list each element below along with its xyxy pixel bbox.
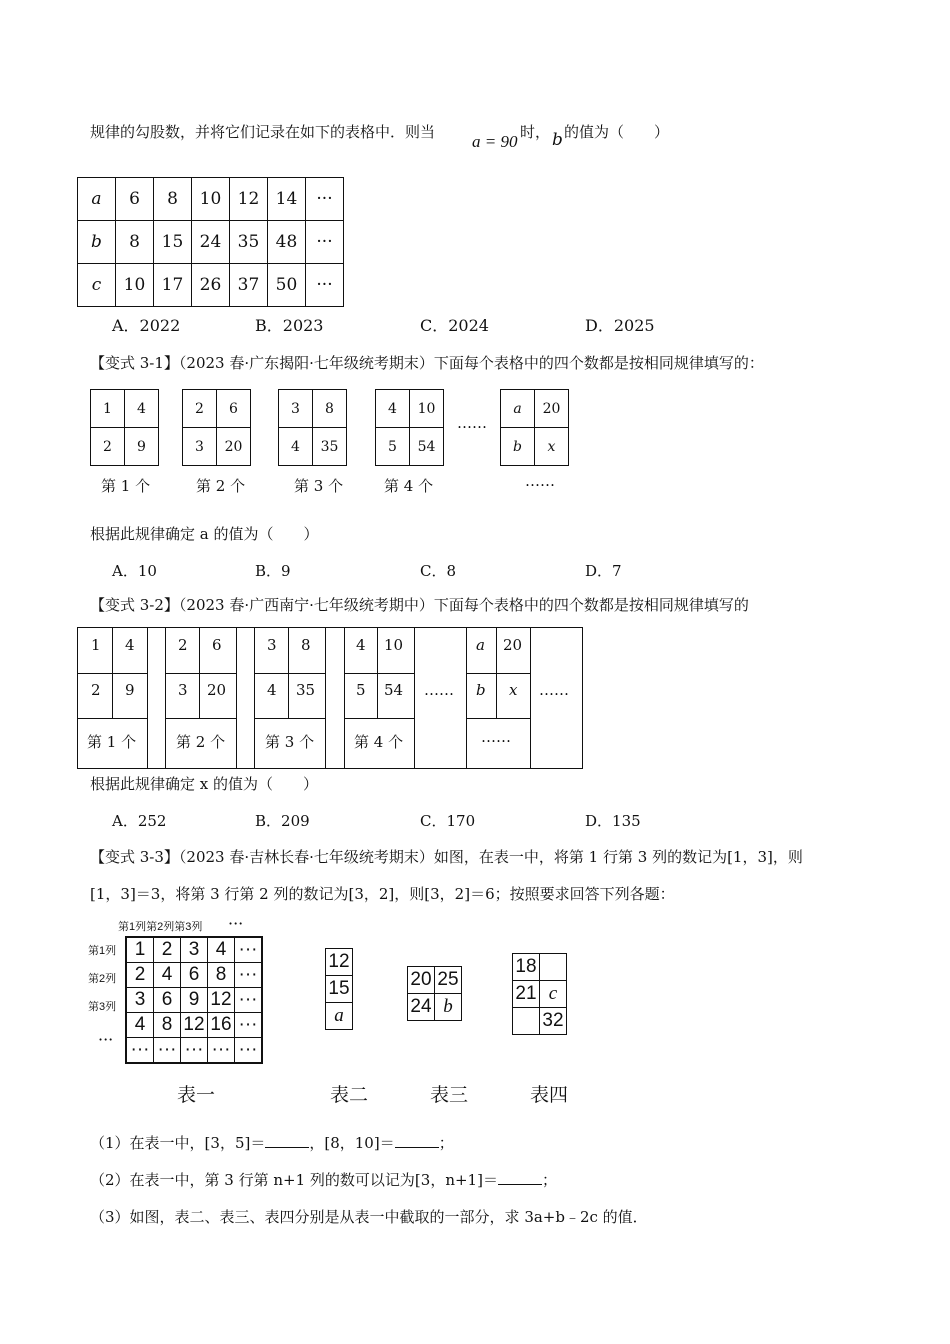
grid-cell: b: [476, 681, 486, 699]
v33-q3: （3）如图，表二、表三、表四分别是从表一中截取的一部分，求 3a+b﹣2c 的值．: [90, 1208, 648, 1226]
table-cell: b: [435, 994, 462, 1021]
table-cell: 21: [513, 981, 540, 1008]
table-cell: 12: [208, 988, 235, 1013]
v31-grid-1: [90, 389, 159, 466]
table-row: [78, 264, 344, 307]
q2-text: ；: [541, 1171, 557, 1189]
v32-label-4: 第 4 个: [354, 733, 404, 751]
row-head: b: [78, 221, 116, 264]
var-b: b: [552, 130, 563, 150]
table-cell: 8: [208, 963, 235, 988]
grid-cell: 10: [384, 636, 404, 654]
table-cell: 2: [126, 963, 154, 988]
answer-blank[interactable]: [498, 1170, 542, 1185]
option-a[interactable]: A．2022: [112, 316, 181, 335]
v32-figure: [77, 627, 583, 769]
table-cell: ···: [235, 963, 263, 988]
v31-grid-4: [375, 389, 444, 466]
grid-cell: 3: [178, 681, 188, 699]
table-cell: 12: [326, 949, 353, 976]
v31-label-2: 第 2 个: [196, 477, 246, 495]
table-row: [126, 937, 262, 963]
grid-cell: 3: [183, 428, 217, 466]
table-row: [126, 1038, 262, 1064]
grid-cell: x: [509, 681, 518, 699]
grid-cell: 35: [296, 681, 316, 699]
table-row: [126, 963, 262, 988]
table-cell: 35: [230, 221, 268, 264]
t1-row-label: 第1列: [88, 945, 117, 957]
table-cell: 12: [230, 178, 268, 221]
table-cell: 15: [326, 976, 353, 1003]
grid-cell: 9: [125, 681, 135, 699]
table-cell: 37: [230, 264, 268, 307]
v31-dots: ……: [457, 414, 487, 432]
table-row: [126, 988, 262, 1013]
caption-table-two: 表二: [330, 1084, 369, 1106]
v32-dots: ……: [424, 681, 454, 699]
row-head: c: [78, 264, 116, 307]
table-two: [325, 948, 353, 1030]
option-b[interactable]: B．2023: [255, 316, 324, 335]
table-cell: ···: [306, 264, 344, 307]
q2-text: （2）在表一中，第 3 行第 n+1 列的数可以记为[3，n+1]＝: [90, 1171, 498, 1189]
grid-cell: 4: [279, 428, 313, 466]
option-c[interactable]: C．2024: [420, 316, 489, 335]
t1-row-label: 第2列: [88, 973, 117, 985]
v32-label-last: ……: [481, 728, 511, 746]
v32-title: 【变式 3-2】（2023 春·广西南宁·七年级统考期中）下面每个表格中的四个数都是按相同规律填写的: [90, 596, 749, 614]
table-cell: 8: [116, 221, 154, 264]
v31-option-c[interactable]: C．8: [420, 562, 457, 580]
table-cell: 50: [268, 264, 306, 307]
v32-label-3: 第 3 个: [265, 733, 315, 751]
v31-label-4: 第 4 个: [384, 477, 434, 495]
table-three: [407, 966, 462, 1021]
intro-shi: 时，: [520, 123, 551, 141]
table-cell: ···: [235, 1013, 263, 1038]
table-cell: 15: [154, 221, 192, 264]
table-cell: 3: [181, 937, 208, 963]
v31-option-d[interactable]: D．7: [585, 562, 622, 580]
v32-option-a[interactable]: A．252: [112, 812, 167, 830]
grid-cell: 6: [212, 636, 222, 654]
grid-cell: 4: [125, 636, 135, 654]
q1-text: ，[8，10]＝: [309, 1134, 395, 1152]
table-cell: 10: [192, 178, 230, 221]
v31-question: 根据此规律确定 a 的值为（ ）: [90, 525, 319, 543]
intro-tail: 的值为（ ）: [564, 123, 670, 141]
table-row: [78, 178, 344, 221]
v32-label-2: 第 2 个: [176, 733, 226, 751]
grid-cell: 20: [207, 681, 227, 699]
table-cell: 32: [540, 1008, 567, 1035]
table-cell: 24: [192, 221, 230, 264]
grid-cell: 20: [503, 636, 523, 654]
table-cell: 9: [181, 988, 208, 1013]
v31-label-1: 第 1 个: [101, 477, 151, 495]
option-d[interactable]: D．2025: [585, 316, 655, 335]
table-cell: 6: [181, 963, 208, 988]
caption-table-three: 表三: [430, 1084, 469, 1106]
table-cell: 25: [435, 967, 462, 994]
table-cell: [513, 1008, 540, 1035]
table-cell: 24: [408, 994, 435, 1021]
table-cell: ···: [126, 1038, 154, 1064]
table-cell: ···: [181, 1038, 208, 1064]
caption-table-one: 表一: [177, 1084, 216, 1106]
grid-cell: 2: [91, 681, 101, 699]
table-cell: ···: [306, 178, 344, 221]
v32-question: 根据此规律确定 x 的值为（ ）: [90, 775, 318, 793]
v32-option-d[interactable]: D．135: [585, 812, 641, 830]
grid-cell: x: [535, 428, 569, 466]
v31-label-3: 第 3 个: [294, 477, 344, 495]
v33-title: 【变式 3-3】（2023 春·吉林长春·七年级统考期末）如图，在表一中，将第 1 行第 3 列的数记为[1，3]，则: [90, 848, 803, 866]
table-cell: 3: [126, 988, 154, 1013]
table-row: [78, 221, 344, 264]
table-cell: ···: [235, 1038, 263, 1064]
table-cell: 4: [154, 963, 181, 988]
grid-cell: 4: [376, 390, 410, 428]
grid-cell: 6: [217, 390, 251, 428]
grid-cell: 4: [267, 681, 277, 699]
t1-col-header: 第1列第2列第3列: [118, 921, 203, 933]
table-cell: 8: [154, 178, 192, 221]
v33-q1: [90, 1132, 454, 1153]
table-cell: ···: [306, 221, 344, 264]
table-cell: a: [326, 1003, 353, 1030]
grid-cell: 2: [183, 390, 217, 428]
grid-cell: 4: [125, 390, 159, 428]
table-cell: 1: [126, 937, 154, 963]
t1-row-dots: ···: [98, 1030, 114, 1049]
grid-cell: 5: [356, 681, 366, 699]
t1-col-dots: ···: [228, 914, 244, 933]
table-cell: 17: [154, 264, 192, 307]
grid-cell: 8: [301, 636, 311, 654]
grid-cell: 4: [356, 636, 366, 654]
table-cell: 6: [154, 988, 181, 1013]
v31-option-b[interactable]: B．9: [255, 562, 291, 580]
table-cell: ···: [208, 1038, 235, 1064]
grid-cell: a: [501, 390, 535, 428]
grid-cell: 20: [535, 390, 569, 428]
table-cell: ···: [235, 988, 263, 1013]
table-cell: 48: [268, 221, 306, 264]
table-cell: 18: [513, 954, 540, 981]
grid-cell: b: [501, 428, 535, 466]
table-cell: ···: [235, 937, 263, 963]
grid-cell: 54: [384, 681, 404, 699]
table-row: [126, 1013, 262, 1038]
table-cell: 4: [126, 1013, 154, 1038]
table-cell: 10: [116, 264, 154, 307]
table-cell: ···: [154, 1038, 181, 1064]
v32-option-b[interactable]: B．209: [255, 812, 310, 830]
grid-cell: 2: [178, 636, 188, 654]
v32-option-c[interactable]: C．170: [420, 812, 476, 830]
table-cell: 4: [208, 937, 235, 963]
v31-title: 【变式 3-1】（2023 春·广东揭阳·七年级统考期末）下面每个表格中的四个数都是按相同规律填写的：: [90, 354, 764, 372]
grid-cell: 54: [410, 428, 444, 466]
table-one: [125, 936, 263, 1064]
grid-cell: 10: [410, 390, 444, 428]
q1-text: ；: [438, 1134, 454, 1152]
t1-row-label: 第3列: [88, 1001, 117, 1013]
grid-cell: 35: [313, 428, 347, 466]
grid-cell: 20: [217, 428, 251, 466]
pythagorean-table: [77, 177, 344, 307]
answer-blank[interactable]: [265, 1133, 309, 1148]
caption-table-four: 表四: [530, 1084, 569, 1106]
table-four: [512, 953, 567, 1035]
grid-cell: 1: [91, 390, 125, 428]
q1-text: （1）在表一中，[3，5]＝: [90, 1134, 266, 1152]
grid-cell: 2: [91, 428, 125, 466]
grid-cell: 5: [376, 428, 410, 466]
intro-line: [90, 121, 435, 142]
table-cell: 12: [181, 1013, 208, 1038]
grid-cell: 3: [279, 390, 313, 428]
v32-end-dots: ……: [539, 681, 569, 699]
v33-q2: [90, 1169, 557, 1190]
v31-grid-2: [182, 389, 251, 466]
intro-text: 规律的勾股数，并将它们记录在如下的表格中．则当: [90, 123, 436, 141]
v33-title2: [1，3]＝3，将第 3 行第 2 列的数记为[3，2]，则[3，2]＝6；按照要求回答下列各题：: [90, 885, 675, 903]
v31-grid-3: [278, 389, 347, 466]
table-cell: [540, 954, 567, 981]
table-cell: 14: [268, 178, 306, 221]
v31-grid-last: [500, 389, 569, 466]
v31-label-last: ……: [525, 472, 555, 490]
table-cell: 20: [408, 967, 435, 994]
table-cell: 16: [208, 1013, 235, 1038]
v32-label-1: 第 1 个: [87, 733, 137, 751]
grid-cell: 8: [313, 390, 347, 428]
table-cell: 8: [154, 1013, 181, 1038]
answer-blank[interactable]: [395, 1133, 439, 1148]
v31-option-a[interactable]: A．10: [112, 562, 157, 580]
table-cell: 6: [116, 178, 154, 221]
row-head: a: [78, 178, 116, 221]
grid-cell: 9: [125, 428, 159, 466]
formula-a90: a = 90: [472, 132, 518, 151]
grid-cell: 3: [267, 636, 277, 654]
table-cell: 2: [154, 937, 181, 963]
table-cell: 26: [192, 264, 230, 307]
grid-cell: a: [476, 636, 485, 654]
table-cell: c: [540, 981, 567, 1008]
grid-cell: 1: [91, 636, 101, 654]
